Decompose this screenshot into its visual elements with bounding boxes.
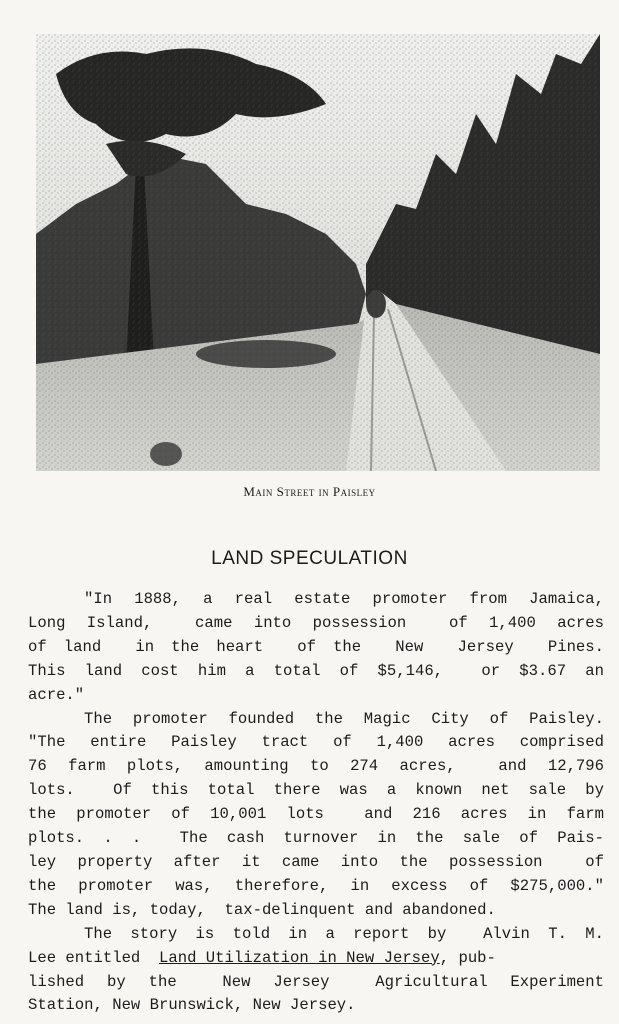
text-line: the promoter was, therefore, in excess of $275,000." [28, 876, 604, 895]
text-line: ley property after it came into the possession of [28, 852, 604, 871]
text-line: Station, New Brunswick, New Jersey. [28, 996, 356, 1015]
text-line: The land is, today, tax-delinquent and abandoned. [28, 900, 496, 919]
text-line: lots. Of this total there was a known net sale by [28, 781, 604, 800]
text-line: Lee entitled Land Utilization in New Jersey, pub- [28, 948, 496, 967]
photo-scene [36, 34, 600, 471]
text-line: Long Island, came into possession of 1,400 acres [28, 613, 604, 632]
text-line: lished by the New Jersey Agricultural Experiment [28, 972, 604, 991]
text-line: plots. . . The cash turnover in the sale of Pais- [28, 829, 604, 848]
text-line: "The entire Paisley tract of 1,400 acres comprised [28, 733, 604, 752]
text-line: the promoter of 10,001 lots and 216 acres in farm [28, 805, 604, 824]
report-title: Land Utilization in New Jersey [159, 948, 440, 967]
text-line: This land cost him a total of $5,146, or $3.67 an [28, 661, 604, 680]
photo-caption: Main Street in Paisley [243, 484, 376, 499]
text-line: 76 farm plots, amounting to 274 acres, and 12,796 [28, 757, 604, 776]
article-heading: LAND SPECULATION [211, 548, 408, 569]
article-body [28, 588, 604, 1018]
text-line: The promoter founded the Magic City of Paisley. [84, 709, 604, 728]
text-line: of land in the heart of the New Jersey Pines. [28, 637, 604, 656]
text-line: The story is told in a report by Alvin T. M. [84, 924, 604, 943]
text-line: acre." [28, 685, 85, 704]
main-street-photo [36, 34, 600, 471]
text-line: "In 1888, a real estate promoter from Jamaica, [84, 590, 604, 608]
